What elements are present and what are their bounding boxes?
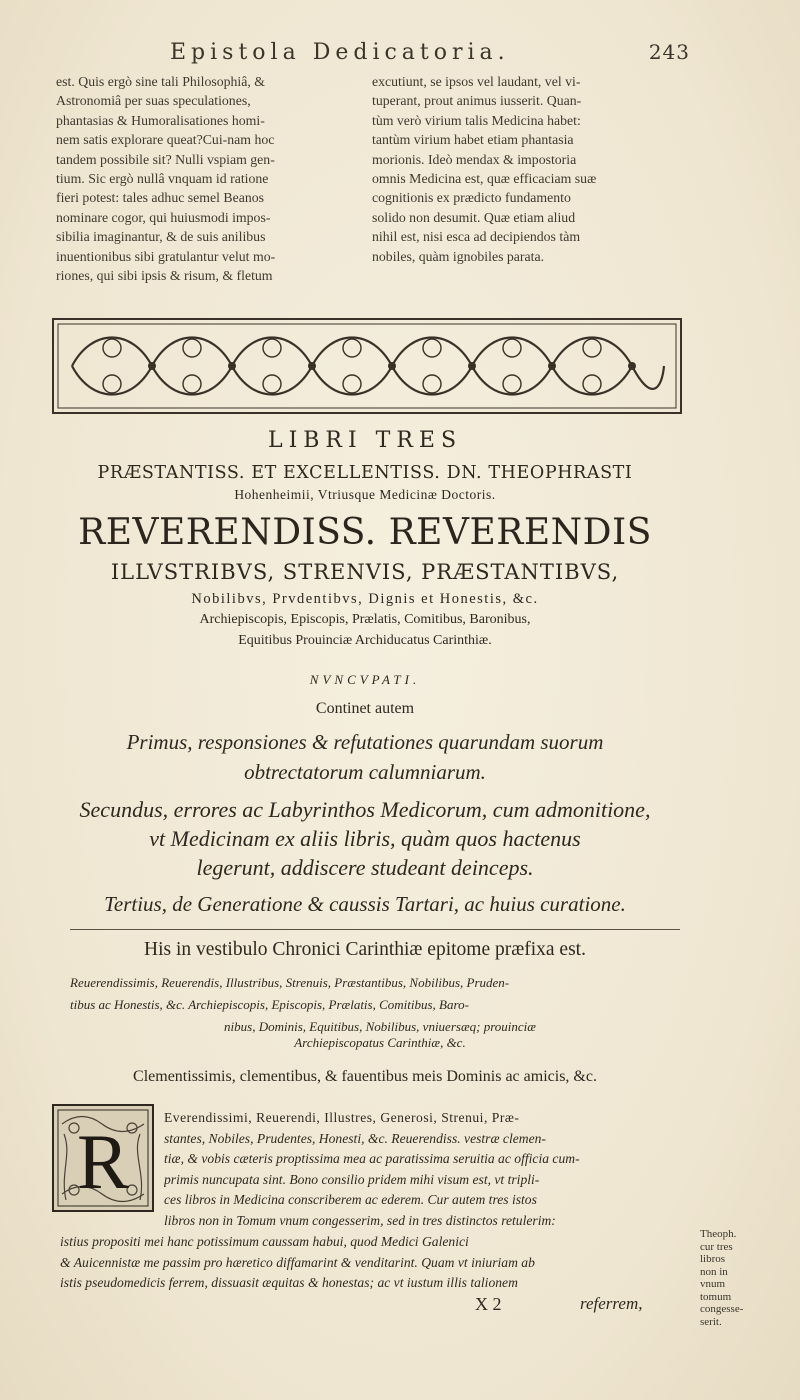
decorated-initial bbox=[52, 1104, 154, 1212]
continet-autem: Continet autem bbox=[315, 700, 415, 717]
text-line: sibilia imaginantur, & de suis anilibus bbox=[56, 229, 266, 245]
two-column-text bbox=[56, 72, 676, 312]
contents-tertius: Tertius, de Generatione & caussis Tartari, ac huius curatione. bbox=[104, 892, 626, 916]
margin-line: congesse- bbox=[700, 1303, 744, 1315]
title-author-line: PRÆSTANTISS. ET EXCELLENTISS. DN. THEOPHRASTI bbox=[97, 463, 633, 483]
text-line: solido non desumit. Quæ etiam aliud bbox=[372, 209, 576, 225]
text-line: cognitionis ex prædicto fundamento bbox=[372, 190, 571, 206]
text-line: nobiles, quàm ignobiles parata. bbox=[372, 248, 545, 264]
text-line: morionis. Ideò mendax & impostoria bbox=[372, 151, 577, 167]
marginal-note bbox=[700, 1228, 760, 1328]
chronicle-note: His in vestibulo Chronici Carinthiæ epitome præfixa est. bbox=[144, 939, 586, 960]
text-line: riones, qui sibi ipsis & risum, & fletum bbox=[56, 268, 273, 284]
contents-secundus-line1: Secundus, errores ac Labyrinthos Medicorum, cum admonitione, bbox=[79, 797, 651, 822]
running-head-title: Epistola Dedicatoria. bbox=[170, 40, 510, 65]
contents-primus-line2: obtrectatorum calumniarum. bbox=[244, 760, 486, 784]
title-archiepiscopis: Archiepiscopis, Episcopis, Prælatis, Comitibus, Baronibus, bbox=[199, 612, 531, 627]
margin-line: serit. bbox=[700, 1315, 722, 1328]
margin-line: vnum bbox=[700, 1278, 726, 1290]
page-number: 243 bbox=[648, 40, 690, 64]
text-line: excutiunt, se ipsos vel laudant, vel vi- bbox=[372, 74, 581, 89]
margin-line: cur tres bbox=[700, 1240, 733, 1253]
letter-line: primis nuncupata sint. Bono consilio pridem mihi visum est, vt tripli- bbox=[164, 1171, 540, 1187]
text-line: fieri potest: tales adhuc semel Beanos bbox=[56, 190, 265, 206]
text-line: est. Quis ergò sine tali Philosophiâ, & bbox=[56, 74, 265, 89]
text-line: nihil est, nisi esca ad decipiendos tàm bbox=[372, 229, 581, 245]
margin-line: non in bbox=[700, 1265, 728, 1278]
letter-opening bbox=[164, 1108, 688, 1232]
title-illustribus: ILLVSTRIBVS, STRENVIS, PRÆSTANTIBVS, bbox=[110, 560, 620, 584]
letter-line: libros non in Tomum vnum congesserim, sed in tres distinctos retulerim: bbox=[164, 1212, 556, 1228]
text-line: tium. Sic ergò nullâ vnquam id ratione bbox=[56, 171, 269, 187]
left-column bbox=[56, 72, 354, 285]
margin-line: libros bbox=[700, 1253, 726, 1265]
title-equitibus: Equitibus Prouinciæ Archiducatus Carinthiæ. bbox=[238, 633, 492, 648]
title-libri-tres: LIBRI TRES bbox=[267, 428, 463, 453]
title-nuncupati: NVNCVPATI. bbox=[309, 672, 421, 687]
dedication-line bbox=[70, 1019, 690, 1051]
text-line: tantùm virium habet etiam phantasia bbox=[372, 132, 574, 148]
letter-line: ces libros in Medicina conscriberem ac ederem. Cur autem tres istos bbox=[164, 1192, 537, 1208]
letter-line: & Auicennistæ me passim pro hæretico diffamarint & venditarint. Quam vt iniuriam ab bbox=[60, 1254, 535, 1270]
text-line: Astronomiâ per suas speculationes, bbox=[56, 93, 251, 109]
margin-line: Theoph. bbox=[700, 1228, 737, 1240]
text-line: phantasias & Humoralisationes homi- bbox=[56, 112, 265, 128]
contents-primus-line1: Primus, responsiones & refutationes quarundam suorum bbox=[126, 730, 604, 754]
running-head bbox=[170, 40, 690, 65]
title-hohenheimii: Hohenheimii, Vtriusque Medicinæ Doctoris. bbox=[234, 487, 496, 502]
text-line: tandem possibile sit? Nulli vspiam gen- bbox=[56, 151, 275, 167]
dedication-line-4: Archiepiscopatus Carinthiæ, &c. bbox=[294, 1035, 466, 1050]
letter-first-line: Everendissimi, Reuerendi, Illustres, Generosi, Strenui, Præ- bbox=[164, 1110, 520, 1125]
text-line: tuperant, prout animus iusserit. Quan- bbox=[372, 93, 582, 109]
letter-line: istis pseudomedicis ferrem, dissuasit æquitas & honestas; ac vt iustum illis talionem bbox=[60, 1275, 518, 1291]
contents-secundus-line2: vt Medicinam ex aliis libris, quàm quos hactenus bbox=[149, 826, 581, 851]
text-line: nem satis explorare queat?Cui-nam hoc bbox=[56, 132, 275, 148]
signature-mark: X 2 bbox=[475, 1294, 502, 1314]
letter-line: istius propositi mei hanc potissimum caussam habui, quod Medici Galenici bbox=[60, 1234, 469, 1249]
ornamental-band bbox=[52, 318, 682, 414]
section-divider bbox=[70, 929, 680, 930]
catchword: referrem, bbox=[580, 1294, 643, 1313]
initial-letter: R bbox=[76, 1118, 130, 1205]
title-reverendiss: REVERENDISS. REVERENDIS bbox=[78, 512, 652, 553]
text-line: nominare cogor, qui huiusmodi impos- bbox=[56, 209, 271, 225]
text-line: omnis Medicina est, quæ efficaciam suæ bbox=[372, 171, 597, 187]
right-column bbox=[372, 72, 670, 266]
dedication-line-3: nibus, Dominis, Equitibus, Nobilibus, vniuersæq; prouinciæ bbox=[224, 1019, 536, 1034]
letter-body bbox=[60, 1232, 690, 1294]
margin-line: tomum bbox=[700, 1290, 732, 1303]
letter-line: tiæ, & vobis cæteris proptissima mea ac paratissima seruitia ac officia cum- bbox=[164, 1151, 580, 1167]
dedication-line: tibus ac Honestis, &c. Archiepiscopis, Episcopis, Prælatis, Comitibus, Baro- bbox=[70, 997, 469, 1012]
contents-secundus-line3: legerunt, addiscere studeant deinceps. bbox=[196, 855, 534, 880]
text-line: tùm verò virium talis Medicina habet: bbox=[372, 112, 581, 128]
dedication-line: Reuerendissimis, Reuerendis, Illustribus, Strenuis, Præstantibus, Nobilibus, Pruden- bbox=[70, 975, 510, 990]
text-line: inuentionibus sibi gratulantur velut mo- bbox=[56, 248, 276, 264]
letter-line: stantes, Nobiles, Prudentes, Honesti, &c. Reuerendiss. vestræ clemen- bbox=[164, 1130, 546, 1146]
clementissimis-line: Clementissimis, clementibus, & fauentibus meis Dominis ac amicis, &c. bbox=[133, 1068, 597, 1085]
title-nobilibus: Nobilibvs, Prvdentibvs, Dignis et Honestis, &c. bbox=[191, 591, 539, 607]
